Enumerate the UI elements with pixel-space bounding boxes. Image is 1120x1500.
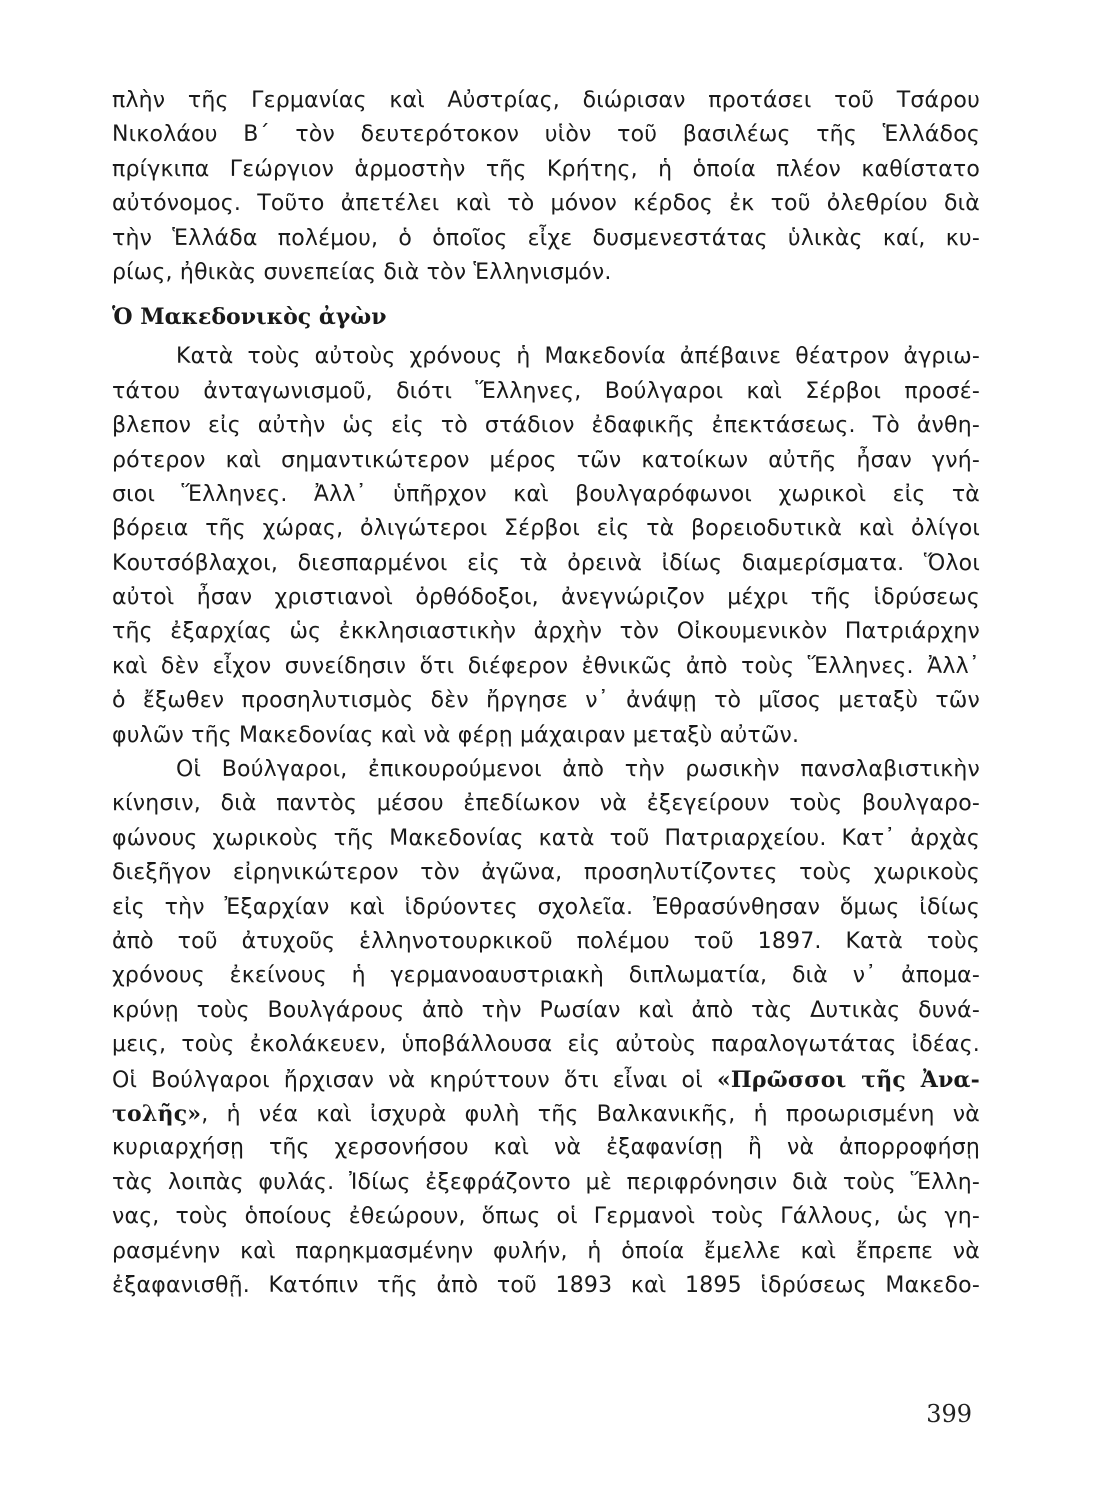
text-line: χρόνους ἐκείνους ἡ γερμανοαυστριακὴ διπλωματία, διὰ ν᾽ ἀπομα- xyxy=(112,963,980,989)
page-number: 399 xyxy=(926,1400,972,1428)
text-line: καὶ δὲν εἶχον συνείδησιν ὅτι διέφερον ἐθνικῶς ἀπὸ τοὺς Ἕλληνες. Ἀλλ᾽ xyxy=(112,653,980,679)
text-segment: Οἱ Βούλγαροι ἤρχισαν νὰ κηρύττουν ὅτι εἶναι οἱ xyxy=(112,1067,717,1093)
text-line: μεις, τοὺς ἐκολάκευεν, ὑποβάλλουσα εἰς αὐτοὺς παραλογωτάτας ἰδέας. xyxy=(112,1032,980,1058)
text-line: τῆς ἐξαρχίας ὡς ἐκκλησιαστικὴν ἀρχὴν τὸν Οἰκουμενικὸν Πατριάρχην xyxy=(112,619,980,645)
text-line: βόρεια τῆς χώρας, ὀλιγώτεροι Σέρβοι εἰς τὰ βορειοδυτικὰ καὶ ὀλίγοι xyxy=(112,516,980,542)
section-heading: Ὁ Μακεδονικὸς ἀγὼν xyxy=(112,304,387,331)
text-line: ὁ ἔξωθεν προσηλυτισμὸς δὲν ἤργησε ν᾽ ἀνάψῃ τὸ μῖσος μεταξὺ τῶν xyxy=(112,688,980,714)
page-body xyxy=(112,84,980,1303)
text-line: νας, τοὺς ὁποίους ἐθεώρουν, ὅπως οἱ Γερμανοὶ τοὺς Γάλλους, ὡς γη- xyxy=(112,1204,980,1230)
text-line: φώνους χωρικοὺς τῆς Μακεδονίας κατὰ τοῦ Πατριαρχείου. Κατ᾽ ἀρχὰς xyxy=(112,825,980,851)
text-line: τάτου ἀνταγωνισμοῦ, διότι Ἕλληνες, Βούλγαροι καὶ Σέρβοι προσέ- xyxy=(112,378,980,404)
text-line: ἐξαφανισθῇ. Κατόπιν τῆς ἀπὸ τοῦ 1893 καὶ 1895 ἱδρύσεως Μακεδο- xyxy=(112,1272,980,1298)
text-line: σιοι Ἕλληνες. Ἀλλ᾽ ὑπῆρχον καὶ βουλγαρόφωνοι χωρικοὶ εἰς τὰ xyxy=(112,481,980,507)
paragraph-1 xyxy=(112,84,980,290)
text-line: πλὴν τῆς Γερμανίας καὶ Αὐστρίας, διώρισαν προτάσει τοῦ Τσάρου xyxy=(112,88,980,113)
text-line xyxy=(112,1063,980,1097)
text-line: Κουτσόβλαχοι, διεσπαρμένοι εἰς τὰ ὀρεινὰ ἰδίως διαμερίσματα. Ὅλοι xyxy=(112,550,980,576)
text-line: ρασμένην καὶ παρηκμασμένην φυλήν, ἡ ὁποία ἔμελλε καὶ ἔπρεπε νὰ xyxy=(112,1238,980,1264)
text-line: αὐτοὶ ἦσαν χριστιανοὶ ὀρθόδοξοι, ἀνεγνώριζον μέχρι τῆς ἱδρύσεως xyxy=(112,585,980,611)
text-line: πρίγκιπα Γεώργιον ἁρμοστὴν τῆς Κρήτης, ἡ ὁποία πλέον καθίστατο xyxy=(112,156,980,182)
text-line: Κατὰ τοὺς αὐτοὺς χρόνους ἡ Μακεδονία ἀπέβαινε θέατρον ἀγριω- xyxy=(176,344,980,370)
text-line: βλεπον εἰς αὐτὴν ὡς εἰς τὸ στάδιον ἐδαφικῆς ἐπεκτάσεως. Τὸ ἀνθη- xyxy=(112,413,980,439)
text-line: ρίως, ἠθικὰς συνεπείας διὰ τὸν Ἑλληνισμόν. xyxy=(112,259,612,285)
emphasized-phrase: «Πρῶσσοι τῆς Ἀνα- xyxy=(716,1066,981,1093)
text-line: κυριαρχήσῃ τῆς χερσονήσου καὶ νὰ ἐξαφανίσῃ ἢ νὰ ἀπορροφήσῃ xyxy=(112,1135,980,1161)
text-line: κρύνῃ τοὺς Βουλγάρους ἀπὸ τὴν Ρωσίαν καὶ ἀπὸ τὰς Δυτικὰς δυνά- xyxy=(112,997,980,1023)
text-line xyxy=(112,1097,980,1131)
text-line: διεξῆγον εἰρηνικώτερον τὸν ἀγῶνα, προσηλυτίζοντες τοὺς χωρικοὺς xyxy=(112,860,980,886)
text-line: κίνησιν, διὰ παντὸς μέσου ἐπεδίωκον νὰ ἐξεγείρουν τοὺς βουλγαρο- xyxy=(112,791,980,817)
text-line: φυλῶν τῆς Μακεδονίας καὶ νὰ φέρῃ μάχαιραν μεταξὺ αὐτῶν. xyxy=(112,722,800,748)
text-line: Νικολάου Β΄ τὸν δευτερότοκον υἱὸν τοῦ βασιλέως τῆς Ἑλλάδος xyxy=(112,122,980,148)
paragraph-2 xyxy=(112,340,980,753)
text-line: αὐτόνομος. Τοῦτο ἀπετέλει καὶ τὸ μόνον κέρδος ἐκ τοῦ ὀλεθρίου διὰ xyxy=(112,191,980,217)
text-segment: , ἡ νέα καὶ ἰσχυρὰ φυλὴ τῆς Βαλκανικῆς, ἡ προωρισμένη νὰ xyxy=(201,1101,980,1127)
text-line: ρότερον καὶ σημαντικώτερον μέρος τῶν κατοίκων αὐτῆς ἦσαν γνή- xyxy=(112,447,980,473)
text-line: τὰς λοιπὰς φυλάς. Ἰδίως ἐξεφράζοντο μὲ περιφρόνησιν διὰ τοὺς Ἕλλη- xyxy=(112,1169,980,1195)
emphasized-phrase: τολῆς» xyxy=(112,1100,202,1127)
text-line: ἀπὸ τοῦ ἀτυχοῦς ἑλληνοτουρκικοῦ πολέμου τοῦ 1897. Κατὰ τοὺς xyxy=(112,928,980,954)
text-line: Οἱ Βούλγαροι, ἐπικουρούμενοι ἀπὸ τὴν ρωσικὴν πανσλαβιστικὴν xyxy=(176,757,980,783)
text-line: εἰς τὴν Ἐξαρχίαν καὶ ἱδρύοντες σχολεῖα. Ἐθρασύνθησαν ὅμως ἰδίως xyxy=(112,894,980,920)
text-line: τὴν Ἑλλάδα πολέμου, ὁ ὁποῖος εἶχε δυσμενεστάτας ὑλικὰς καί, κυ- xyxy=(112,225,980,251)
paragraph-3 xyxy=(112,753,980,1303)
